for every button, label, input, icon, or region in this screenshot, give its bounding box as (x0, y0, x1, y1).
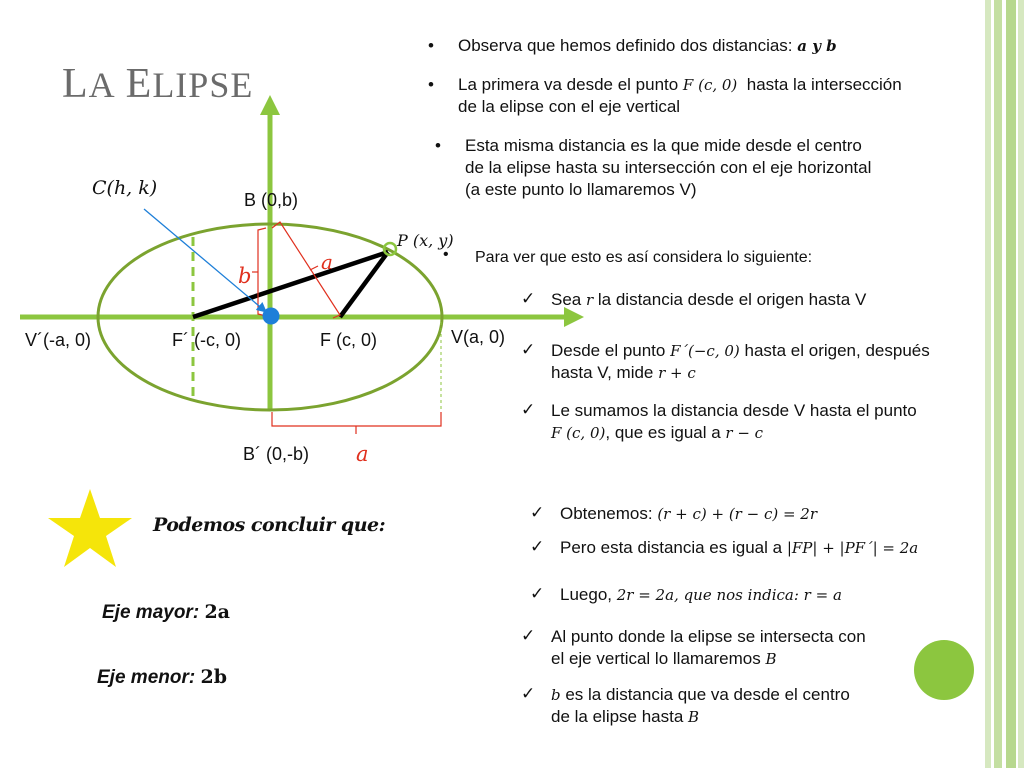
center-point (263, 308, 280, 325)
check-item-2: ✓ Desde el punto F´(−c, 0) hasta el origen, después hasta V, mide r + c (521, 340, 930, 382)
label-b-bottom: B´ (0,-b) (243, 444, 310, 464)
check-item-3: ✓ Le sumamos la distancia desde V hasta el punto F (c, 0), que es igual a r − c (521, 400, 917, 442)
right-border-stripes (985, 0, 1024, 768)
y-axis-arrow-icon (260, 95, 280, 115)
label-f-left: F´ (-c, 0) (172, 330, 241, 350)
label-b-side: b (238, 264, 252, 288)
conclusion-heading: Podemos concluir que: (153, 514, 386, 536)
label-v-right: V(a, 0) (451, 327, 506, 347)
check-item-4: ✓ Obtenemos: (r + c) + (r − c) = 2r (530, 503, 818, 523)
check-item-5: ✓ Pero esta distancia es igual a |FP| + |PF´| = 2a (530, 537, 919, 557)
label-b-top: B (0,b) (244, 190, 299, 210)
check-item-8: ✓ b es la distancia que va desde el centro de la elipse hasta B (521, 684, 850, 726)
x-axis-arrow-icon (564, 307, 584, 327)
check-item-1: ✓ Sea r la distancia desde el origen hasta V (521, 289, 867, 309)
minor-axis-label: Eje menor: 2b (97, 666, 227, 688)
check-item-6: ✓ Luego, 2r = 2a, que nos indica: r = a (530, 584, 842, 604)
label-center: C(h, k) (92, 177, 158, 199)
label-v-left: V´(-a, 0) (25, 330, 92, 350)
slide-title: LA ELIPSE (62, 61, 254, 107)
check-item-7: ✓ Al punto donde la elipse se intersecta con el eje vertical lo llamaremos B (521, 626, 866, 668)
bullet-3: • Esta misma distancia es la que mide desde el centro de la elipse hasta su intersección con el eje horizontal (a este punto lo llamaremos V) (435, 136, 872, 199)
label-point-p: P (x, y) (397, 231, 454, 250)
green-circle-decoration (914, 640, 974, 700)
bracket-b (258, 228, 266, 316)
star-icon (46, 489, 134, 569)
major-axis-label: Eje mayor: 2a (102, 601, 230, 623)
label-a-lower: a (356, 442, 369, 466)
label-a-upper: a (321, 250, 333, 274)
bullet-2: • La primera va desde el punto F (c, 0) hasta la intersección de la elipse con el eje vertical (428, 75, 902, 116)
bullet-4: • Para ver que esto es así considera lo siguiente: (443, 246, 813, 266)
bracket-a-lower (272, 412, 441, 426)
label-f-right: F (c, 0) (320, 330, 377, 350)
bullet-1: • Observa que hemos definido dos distancias: a y b (428, 36, 837, 55)
segment-f-prime-p (193, 252, 388, 317)
